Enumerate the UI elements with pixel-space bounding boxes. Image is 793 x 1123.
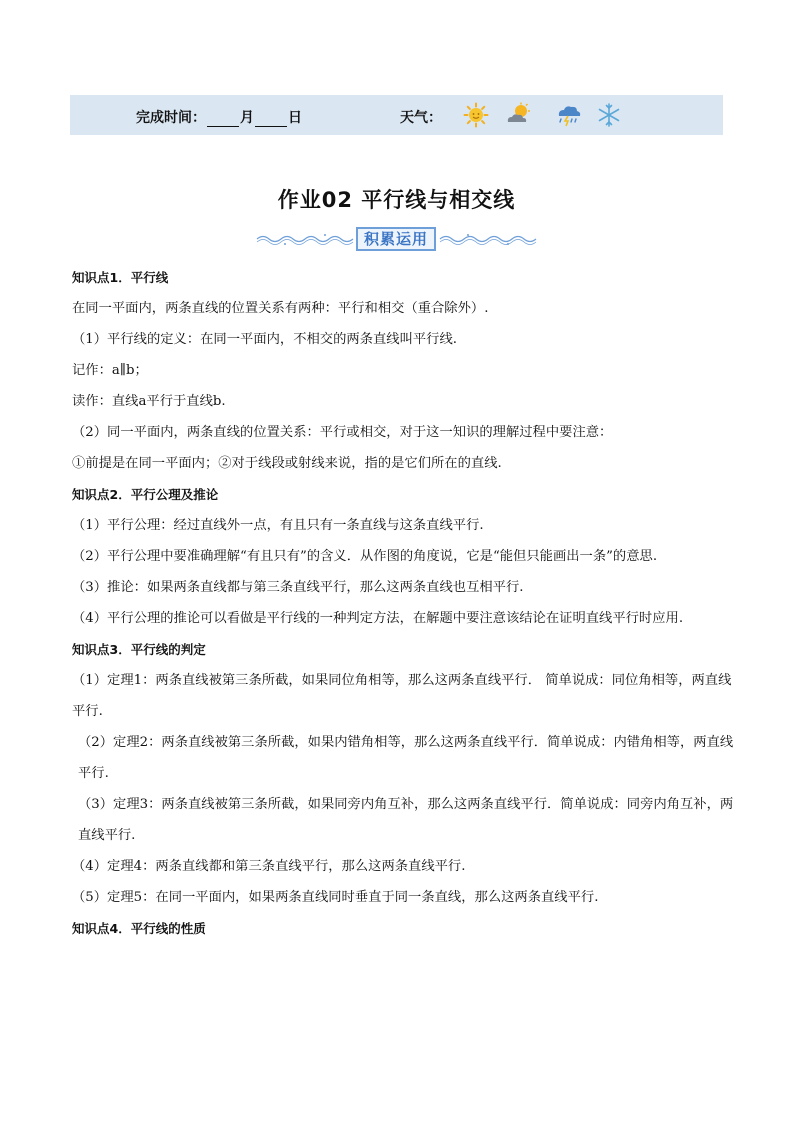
paragraph: （3）定理3：两条直线被第三条所截，如果同旁内角互补，那么这两条直线平行．简单说成：同旁内角互补，两直线平行. [78,797,734,843]
paragraph: 记作：a∥b； [72,363,148,378]
paragraph: （4）平行公理的推论可以看做是平行线的一种判定方法，在解题中要注意该结论在证明直线平行时应用. [72,611,684,626]
weather-label: 天气： [400,110,442,126]
paragraph: （2）定理2：两条直线被第三条所截，如果内错角相等，那么这两条直线平行．简单说成：内错角相等，两直线平行. [78,735,734,781]
paragraph: （1）平行公理：经过直线外一点，有且只有一条直线与这条直线平行. [72,518,484,533]
section-heading-1: 知识点1．平行线 [72,270,169,285]
right-wave-decoration [438,232,538,246]
paragraph: 在同一平面内，两条直线的位置关系有两种：平行和相交（重合除外）. [72,301,489,316]
paragraph: （4）定理4：两条直线都和第三条直线平行，那么这两条直线平行. [72,859,466,874]
paragraph: （1）定理1：两条直线被第三条所截，如果同位角相等，那么这两条直线平行． 简单说成：同位角相等，两直线平行. [72,673,732,719]
left-wave-decoration [255,232,355,246]
sun-icon [463,102,489,128]
section-badge-wrap [255,226,538,254]
paragraph: （5）定理5：在同一平面内，如果两条直线同时垂直于同一条直线，那么这两条直线平行. [72,890,599,905]
day-label: 日 [288,110,302,126]
page-title: 作业02 平行线与相交线 [277,188,516,212]
month-blank[interactable] [207,112,239,127]
day-blank[interactable] [255,112,287,127]
paragraph: ①前提是在同一平面内；②对于线段或射线来说，指的是它们所在的直线. [72,456,502,471]
section-heading-3: 知识点3．平行线的判定 [72,642,206,657]
section-heading-4: 知识点4．平行线的性质 [72,921,206,936]
header-band [70,95,723,135]
completion-time-field [136,107,302,127]
paragraph: （1）平行线的定义：在同一平面内，不相交的两条直线叫平行线. [72,332,457,347]
month-label: 月 [240,110,254,126]
snowflake-icon [596,102,622,128]
content-body [72,262,736,944]
partly-cloudy-icon [505,102,531,128]
completion-time-label: 完成时间： [136,110,206,126]
section-heading-2: 知识点2．平行公理及推论 [72,487,219,502]
paragraph: （2）平行公理中要准确理解“有且只有”的含义．从作图的角度说，它是“能但只能画出一条”的意思. [72,549,658,564]
section-badge: 积累运用 [356,227,436,251]
paragraph: （3）推论：如果两条直线都与第三条直线平行，那么这两条直线也互相平行. [72,580,524,595]
paragraph: 读作：直线a平行于直线b. [72,394,226,409]
rain-cloud-icon [556,102,582,128]
paragraph: （2）同一平面内，两条直线的位置关系：平行或相交，对于这一知识的理解过程中要注意： [72,425,613,440]
